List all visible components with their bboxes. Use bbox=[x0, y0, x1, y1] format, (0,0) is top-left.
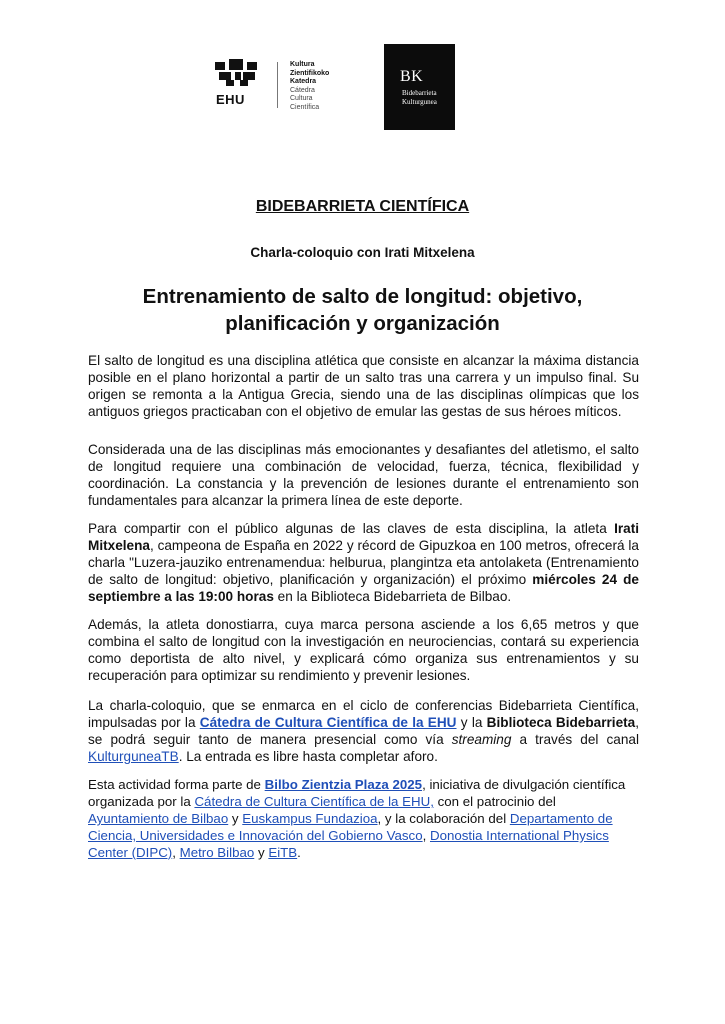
text: , bbox=[172, 845, 180, 860]
bilbo-zientzia-plaza-link[interactable]: Bilbo Zientzia Plaza 2025 bbox=[264, 777, 423, 792]
text: con el patrocinio del bbox=[433, 794, 556, 809]
catedra-line: Científica bbox=[290, 103, 320, 111]
bk-name-line: Bidebarrieta bbox=[402, 89, 437, 97]
dipc-link[interactable]: Donostia International Physics Center (DIPC) bbox=[88, 828, 609, 860]
catedra-line: Cátedra bbox=[290, 86, 315, 94]
catedra-line: Cultura bbox=[290, 95, 313, 102]
paragraph-athlete: Además, la atleta donostiarra, cuya marca persona asciende a los 6,65 metros y que combina el salto de longitud con la investigación en neurociencias, contará su experiencia como deportista de alto nivel, y explicará cómo organiza sus entrenamientos y su recuperación para optimizar su rendimiento y prevenir lesiones. bbox=[88, 617, 639, 683]
speaker-name: Irati Mitxelena bbox=[88, 521, 639, 553]
section-heading: BIDEBARRIETA CIENTÍFICA bbox=[255, 198, 470, 215]
streaming-word: streaming bbox=[451, 732, 512, 747]
text: y la bbox=[456, 715, 487, 730]
text: , campeona de España en 2022 y récord de Gipuzkoa en 100 metros, ofrecerá la charla "Luzera-jauziko entrenamendua: helburua, plangintza eta antolaketa (Entrenamiento de salto de longitud: objetivo, planificación y organización) el próximo bbox=[88, 538, 639, 587]
text: . bbox=[297, 845, 301, 860]
event-title bbox=[70, 283, 655, 337]
eitb-link[interactable]: EiTB bbox=[268, 845, 298, 860]
catedra-logo-text bbox=[290, 61, 329, 112]
bk-name-line: Kulturgunea bbox=[402, 97, 437, 106]
text: Para compartir con el público algunas de las claves de esta disciplina, la atleta bbox=[88, 521, 615, 536]
event-date: miércoles 24 de septiembre a las 19:00 horas bbox=[88, 572, 639, 604]
euskampus-link[interactable]: Euskampus Fundazioa bbox=[242, 811, 378, 826]
text: , se podrá seguir tanto de manera presencial como vía bbox=[88, 715, 640, 747]
text: en la Biblioteca Bidebarrieta de Bilbao. bbox=[273, 589, 512, 604]
text: . La entrada es libre hasta completar aforo. bbox=[178, 749, 438, 764]
catedra-credit-link[interactable]: Cátedra de Cultura Científica de la EHU, bbox=[194, 794, 434, 809]
bk-logo-name bbox=[402, 89, 437, 106]
event-subtitle: Charla-coloquio con Irati Mitxelena bbox=[250, 245, 475, 260]
bk-logo-box bbox=[384, 44, 455, 130]
text: , iniciativa de divulgación científica organizada por la bbox=[88, 777, 626, 809]
catedra-line: Zientifikoko bbox=[290, 69, 330, 77]
paragraph-credits bbox=[88, 776, 639, 861]
departamento-link[interactable]: Departamento de Ciencia, Universidades e Innovación del Gobierno Vasco bbox=[88, 811, 613, 843]
catedra-line: Kultura bbox=[290, 61, 315, 68]
catedra-link[interactable]: Cátedra de Cultura Científica de la EHU bbox=[199, 715, 457, 730]
ayuntamiento-link[interactable]: Ayuntamiento de Bilbao bbox=[88, 811, 229, 826]
paragraph-intro: El salto de longitud es una disciplina atlética que consiste en alcanzar la máxima distancia posible en el plano horizontal a partir de un salto tras una carrera y un impulso final. Su origen se remonta a la Antigua Grecia, siendo una de las disciplinas olímpicas que los antiguos griegos practicaban con el objetivo de emular las gestas de sus héroes míticos. bbox=[88, 353, 639, 419]
text: Esta actividad forma parte de bbox=[88, 777, 265, 792]
paragraph-discipline: Considerada una de las disciplinas más emocionantes y desafiantes del atletismo, el salto de longitud requiere una combinación de velocidad, fuerza, técnica, flexibilidad y coordinación. La constancia y la prevención de lesiones durante el entrenamiento son fundamentales para alcanzar la primera línea de este deporte. bbox=[88, 442, 639, 508]
text: La charla-coloquio, que se enmarca en el ciclo de conferencias Bidebarrieta Científica, impulsadas por la bbox=[88, 698, 639, 730]
paragraph-event bbox=[88, 520, 639, 605]
text: y bbox=[228, 811, 243, 826]
metro-bilbao-link[interactable]: Metro Bilbao bbox=[179, 845, 255, 860]
library-name: Biblioteca Bidebarrieta bbox=[486, 715, 636, 730]
event-title-line: planificación y organización bbox=[225, 312, 500, 335]
text: , bbox=[422, 828, 430, 843]
catedra-line: Katedra bbox=[290, 78, 317, 85]
text: y bbox=[254, 845, 269, 860]
paragraph-access bbox=[88, 697, 639, 765]
logo-divider bbox=[277, 62, 278, 108]
kulturguneatb-link[interactable]: KulturguneaTB bbox=[88, 749, 179, 764]
text: a través del canal bbox=[511, 732, 639, 747]
ehu-wordmark: EHU bbox=[216, 92, 245, 107]
text: , y la colaboración del bbox=[377, 811, 510, 826]
bk-logo-mark: BK bbox=[400, 68, 424, 85]
event-title-line: Entrenamiento de salto de longitud: objetivo, bbox=[142, 285, 583, 308]
